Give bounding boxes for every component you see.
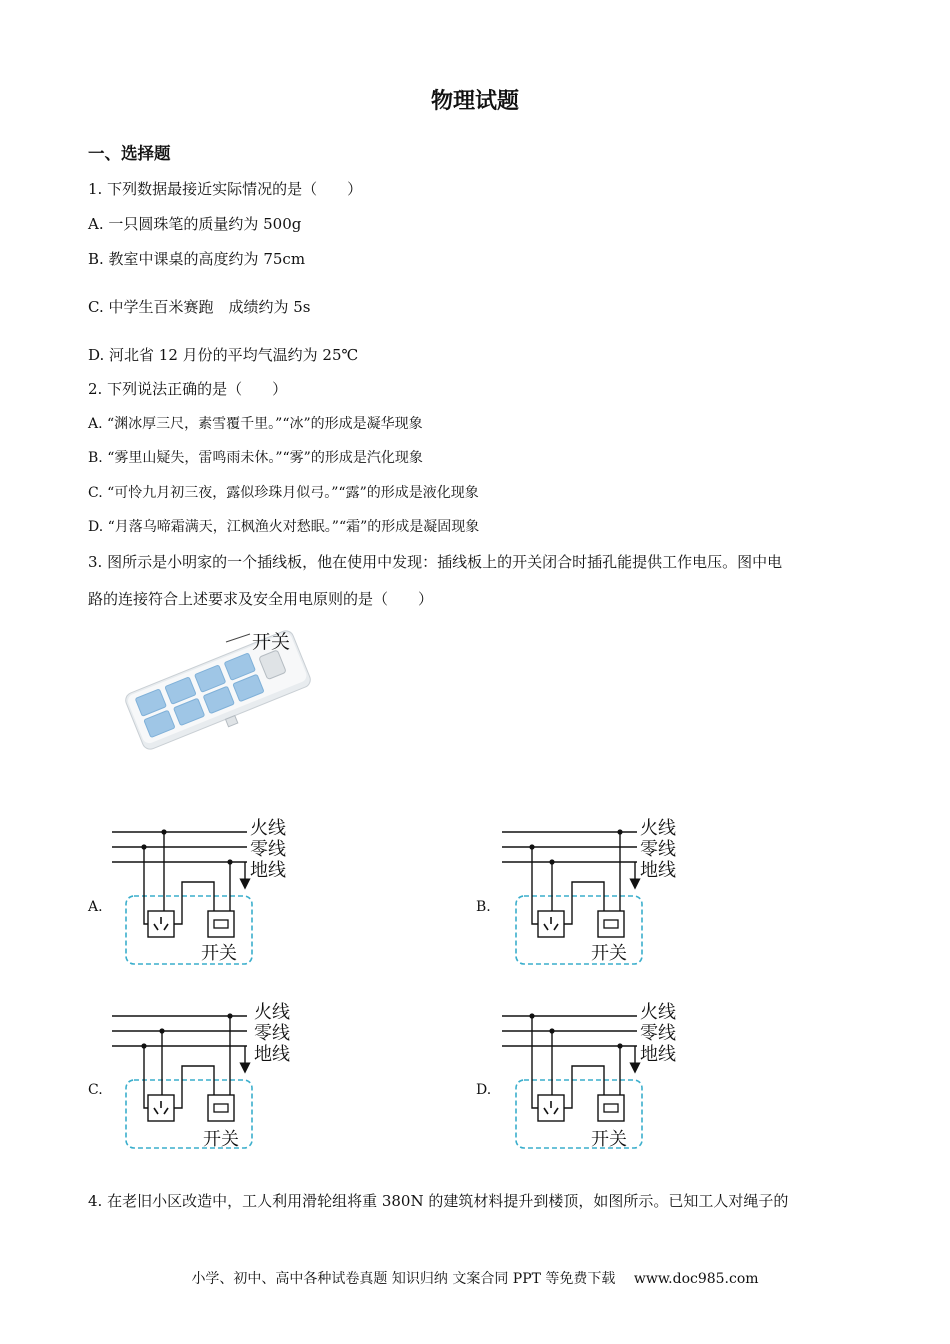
live-wire-label: 火线 (640, 1002, 676, 1023)
diagram-c-wire-labels (254, 1002, 290, 1065)
diagram-c-option-label: C. (88, 1082, 103, 1098)
q2-option-a: A. “渊冰厚三尺，素雪覆千里。”“冰”的形成是凝华现象 (88, 416, 423, 432)
ground-wire-label: 地线 (250, 860, 286, 881)
diagram-c-switch-label: 开关 (203, 1129, 239, 1150)
q1-option-a: A. 一只圆珠笔的质量约为 500g (88, 215, 302, 233)
diagram-b-option-label: B. (476, 899, 491, 915)
neutral-wire-label: 零线 (640, 1023, 676, 1044)
q1-stem: 1. 下列数据最接近实际情况的是（ ） (88, 180, 363, 198)
diagram-b-wire-labels (640, 818, 676, 881)
diagram-a-option-label: A. (88, 899, 103, 915)
live-wire-label: 火线 (640, 818, 676, 839)
page-title: 物理试题 (430, 88, 519, 114)
diagram-a-switch-label: 开关 (201, 943, 237, 964)
section-heading: 一、选择题 (88, 144, 171, 163)
diagram-a-wire-labels (250, 818, 286, 881)
diagram-d-option-label: D. (476, 1082, 492, 1098)
live-wire-label: 火线 (254, 1002, 290, 1023)
neutral-wire-label: 零线 (640, 839, 676, 860)
ground-wire-label: 地线 (640, 1044, 676, 1065)
q2-option-d: D. “月落乌啼霜满天，江枫渔火对愁眠。”“霜”的形成是凝固现象 (88, 519, 480, 535)
neutral-wire-label: 零线 (254, 1023, 290, 1044)
q2-stem: 2. 下列说法正确的是（ ） (88, 380, 288, 398)
q2-option-c: C. “可怜九月初三夜，露似珍珠月似弓。”“露”的形成是液化现象 (88, 485, 479, 501)
diagram-d-wire-labels (640, 1002, 676, 1065)
q1-option-b: B. 教室中课桌的高度约为 75cm (88, 250, 306, 268)
ground-wire-label: 地线 (640, 860, 676, 881)
live-wire-label: 火线 (250, 818, 286, 839)
q1-option-d: D. 河北省 12 月份的平均气温约为 25℃ (88, 346, 359, 364)
ground-wire-label: 地线 (254, 1044, 290, 1065)
switch-callout-label: 开关 (252, 631, 291, 653)
page-footer: 小学、初中、高中各种试卷真题 知识归纳 文案合同 PPT 等免费下载 www.doc985.com (191, 1271, 759, 1287)
q3-stem-line1: 3. 图所示是小明家的一个插线板，他在使用中发现：插线板上的开关闭合时插孔能提供工作电压。图中电 (88, 553, 783, 571)
q3-stem-line2: 路的连接符合上述要求及安全用电原则的是（ ） (88, 590, 434, 608)
q2-option-b: B. “雾里山疑失，雷鸣雨未休。”“雾”的形成是汽化现象 (88, 450, 423, 466)
q1-option-c: C. 中学生百米赛跑 成绩约为 5s (88, 298, 311, 316)
diagram-d-switch-label: 开关 (591, 1129, 627, 1150)
neutral-wire-label: 零线 (250, 839, 286, 860)
diagram-b-switch-label: 开关 (591, 943, 627, 964)
q4-stem: 4. 在老旧小区改造中，工人利用滑轮组将重 380N 的建筑材料提升到楼顶，如图所示。已知工人对绳子的 (88, 1192, 789, 1210)
